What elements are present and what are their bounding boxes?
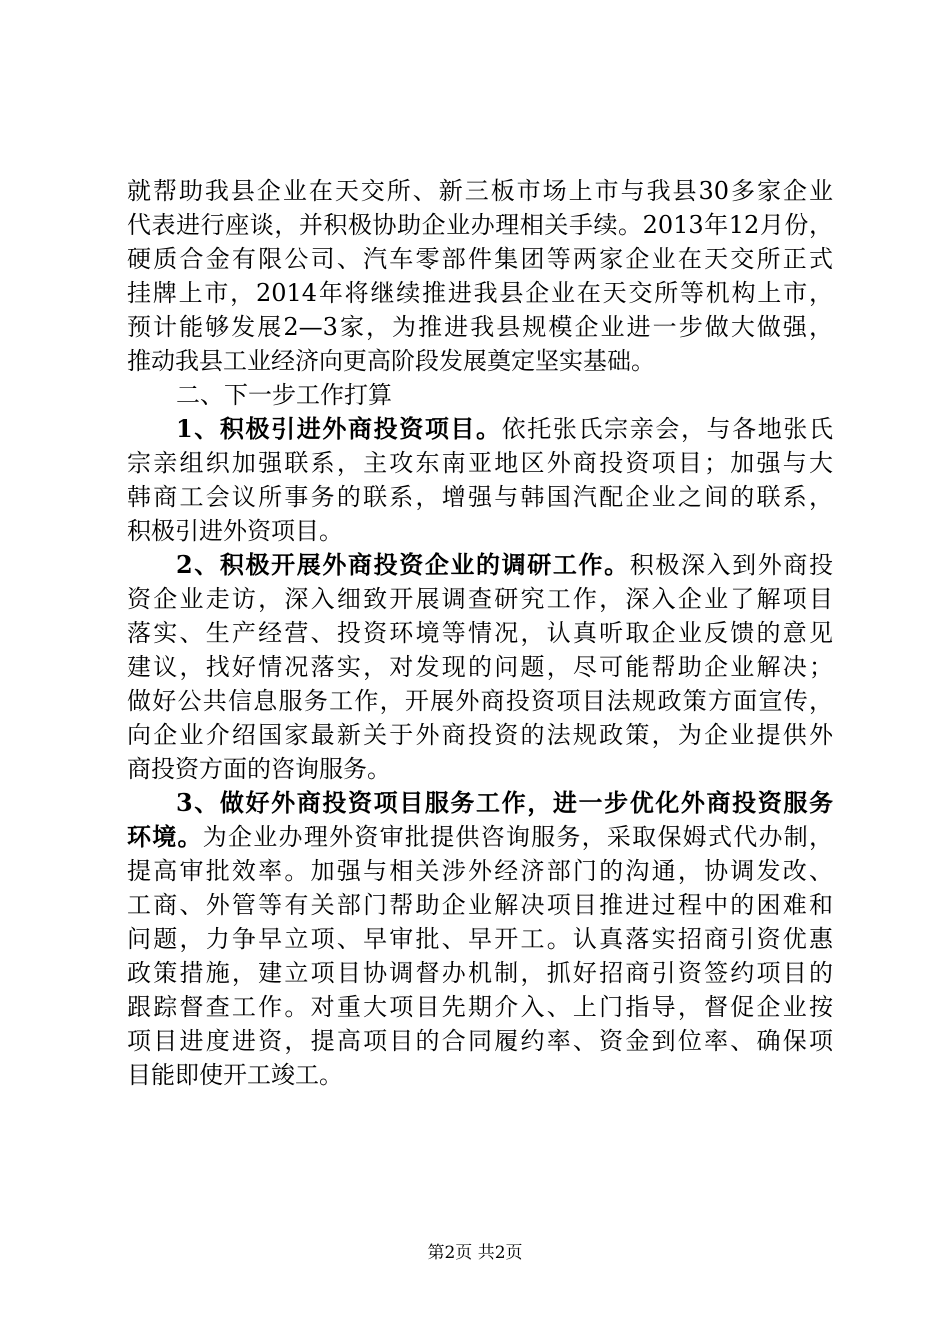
text-line: 建议，找好情况落实，对发现的问题，尽可能帮助企业解决； xyxy=(127,653,833,681)
text-line: 向企业介绍国家最新关于外商投资的法规政策，为企业提供外 xyxy=(127,721,833,749)
text-line: 韩商工会议所事务的联系，增强与韩国汽配企业之间的联系， xyxy=(127,483,833,511)
text-line: 挂牌上市，2014年将继续推进我县企业在天交所等机构上市， xyxy=(127,279,833,307)
text-line: 项目进度进资，提高项目的合同履约率、资金到位率、确保项 xyxy=(127,1027,833,1055)
text-line: 推动我县工业经济向更高阶段发展奠定坚实基础。 xyxy=(127,347,655,375)
text-line: 硬质合金有限公司、汽车零部件集团等两家企业在天交所正式 xyxy=(127,245,833,273)
paragraph-item-3 xyxy=(127,786,833,1092)
paragraph-item-1 xyxy=(127,412,833,548)
text-line: 预计能够发展2—3家，为推进我县规模企业进一步做大做强， xyxy=(127,313,833,341)
paragraph-continuation xyxy=(127,174,833,378)
text-line xyxy=(127,548,833,582)
page-footer xyxy=(0,1242,950,1264)
text-line: 代表进行座谈，并积极协助企业办理相关手续。2013年12月份， xyxy=(127,211,833,239)
text-line: 跟踪督查工作。对重大项目先期介入、上门指导，督促企业按 xyxy=(127,993,833,1021)
section-heading xyxy=(127,378,833,412)
text-line: 做好公共信息服务工作，开展外商投资项目法规政策方面宣传， xyxy=(127,687,833,715)
text-line: 商投资方面的咨询服务。 xyxy=(127,755,391,783)
page-number-label: 第2页 共2页 xyxy=(427,1243,523,1263)
text-line: 落实、生产经营、投资环境等情况，认真听取企业反馈的意见 xyxy=(127,619,833,647)
document-body xyxy=(127,174,833,1092)
text-line: 积极引进外资项目。 xyxy=(127,517,343,545)
paragraph-item-2 xyxy=(127,548,833,786)
text-line: 就帮助我县企业在天交所、新三板市场上市与我县30多家企业 xyxy=(127,177,833,205)
text-line: 资企业走访，深入细致开展调查研究工作，深入企业了解项目 xyxy=(127,585,833,613)
item-lead: 2、积极开展外商投资企业的调研工作。 xyxy=(176,550,630,579)
heading-text: 二、下一步工作打算 xyxy=(176,381,392,409)
text-line: 工商、外管等有关部门帮助企业解决项目推进过程中的困难和 xyxy=(127,891,833,919)
item-lead: 3、做好外商投资项目服务工作，进一步优化外商投资服务 xyxy=(176,788,833,817)
text-line: 政策措施，建立项目协调督办机制，抓好招商引资签约项目的 xyxy=(127,959,833,987)
text-line: 问题，力争早立项、早审批、早开工。认真落实招商引资优惠 xyxy=(127,925,833,953)
text-line xyxy=(127,820,833,854)
text-line: 宗亲组织加强联系，主攻东南亚地区外商投资项目；加强与大 xyxy=(127,449,833,477)
text-line: 提高审批效率。加强与相关涉外经济部门的沟通，协调发改、 xyxy=(127,857,833,885)
item-lead-continued: 环境。 xyxy=(127,822,203,851)
item-text: 为企业办理外资审批提供咨询服务，采取保姆式代办制， xyxy=(202,823,834,851)
text-line: 目能即使开工竣工。 xyxy=(127,1061,343,1089)
item-text: 依托张氏宗亲会，与各地张氏 xyxy=(501,415,833,443)
text-line xyxy=(127,412,833,446)
item-lead: 1、积极引进外商投资项目。 xyxy=(176,414,502,443)
item-text: 积极深入到外商投 xyxy=(629,551,834,579)
